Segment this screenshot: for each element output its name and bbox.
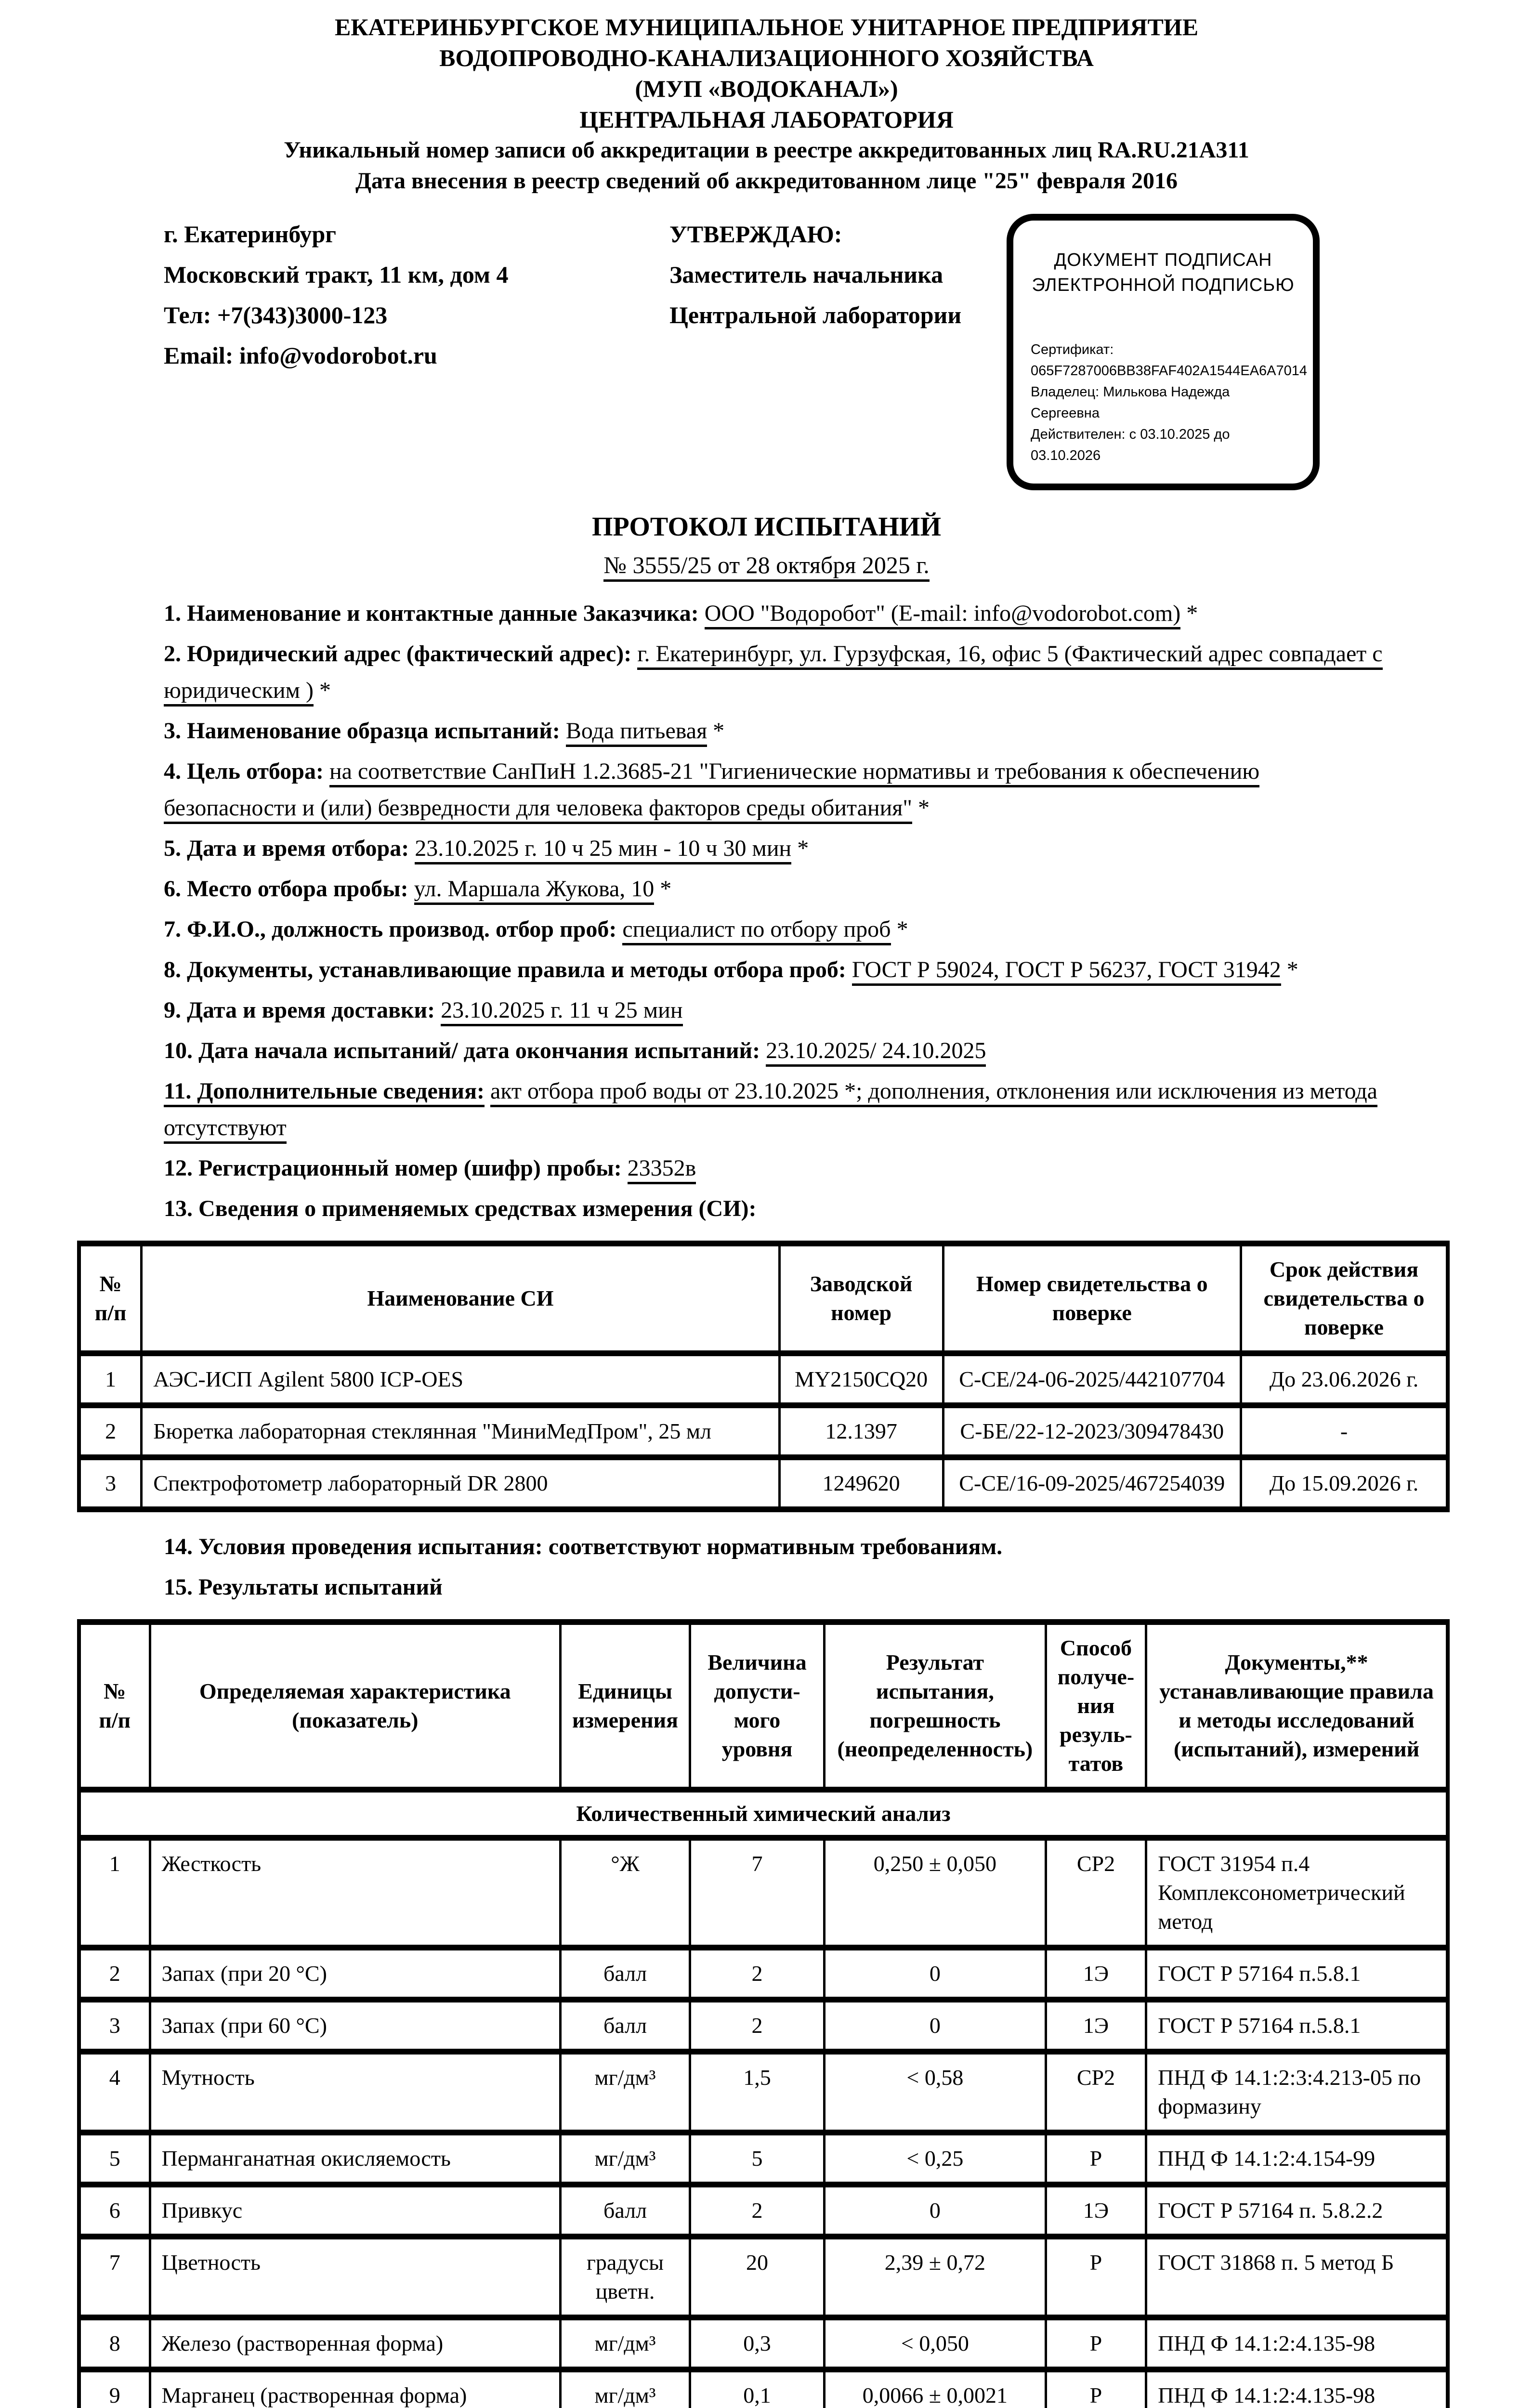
item-value: 23.10.2025 г. 11 ч 25 мин [441,997,682,1026]
cell: 0 [825,1948,1046,2000]
item-label: 2. Юридический адрес (фактический адрес): [164,641,632,667]
col-header-num: № п/п [79,1622,150,1790]
cell: балл [561,2185,690,2237]
cell: 3 [79,2000,150,2052]
lab-contacts [164,214,669,376]
result-row-1 [79,1838,1448,1948]
item-label: 10. Дата начала испытаний/ дата окончания испытаний: [164,1038,760,1063]
item-label: 11. Дополнительные сведения: [164,1078,485,1107]
cell: 5 [690,2133,825,2185]
item-suffix: * [654,876,672,902]
col-header-result: Результат испытания, погрешность (неопределенность) [825,1622,1046,1790]
protocol-items [77,595,1456,1227]
cell: 1Э [1046,2000,1146,2052]
cell: Запах (при 20 °С) [150,1948,560,2000]
result-row-3 [79,2000,1448,2052]
item-label: 8. Документы, устанавливающие правила и методы отбора проб: [164,957,846,982]
result-row-7 [79,2237,1448,2317]
cell: балл [561,2000,690,2052]
col-header-num: № п/п [79,1243,142,1353]
item-suffix: * [1180,601,1198,626]
stamp-title-line1: ДОКУМЕНТ ПОДПИСАН [1054,250,1272,270]
item-value: ООО "Водоробот" (E-mail: info@vodorobot.com) [705,601,1180,629]
cell: - [1241,1405,1448,1457]
cell: 1 [79,1353,142,1405]
item-value: ГОСТ Р 59024, ГОСТ Р 56237, ГОСТ 31942 [852,957,1281,986]
cell: 0 [825,2000,1046,2052]
document-title: ПРОТОКОЛ ИСПЫТАНИЙ [591,512,942,542]
item-value: 23.10.2025/ 24.10.2025 [766,1038,986,1067]
item-value: 23.10.2025 г. 10 ч 25 мин - 10 ч 30 мин [415,836,791,864]
cell: ГОСТ 31954 п.4 Комплексонометрический метод [1146,1838,1448,1948]
protocol-item-8 [77,952,1456,988]
cell: 3 [79,1457,142,1509]
registry-date-line: Дата внесения в реестр сведений об аккредитованном лице "25" февраля 2016 [355,168,1178,194]
cell: < 0,050 [825,2317,1046,2369]
item-value: г. Екатеринбург, ул. Гурзуфская, 16, офис 5 (Фактический адрес совпадает с юридическим ) [164,641,1383,707]
document-number-text: № 3555/25 от 28 октября 2025 г. [603,551,929,582]
cell: Жесткость [150,1838,560,1948]
result-row-6 [79,2185,1448,2237]
cell: 2,39 ± 0,72 [825,2237,1046,2317]
item-label: 3. Наименование образца испытаний: [164,718,560,744]
cell: ГОСТ Р 57164 п. 5.8.2.2 [1146,2185,1448,2237]
si-row-3 [79,1457,1448,1509]
approval-title: УТВЕРЖДАЮ: [669,221,842,248]
col-header-allowed-level: Величина допусти-мого уровня [690,1622,825,1790]
cell: Мутность [150,2052,560,2133]
table-header-row [79,1622,1448,1790]
cell: 8 [79,2317,150,2369]
col-header-units: Единицы измерения [561,1622,690,1790]
approval-position-line1: Заместитель начальника [669,261,943,288]
cell: 1249620 [779,1457,943,1509]
cell: 0,250 ± 0,050 [825,1838,1046,1948]
col-header-serial: Заводской номер [779,1243,943,1353]
cell: 7 [79,2237,150,2317]
cell: 1Э [1046,2185,1146,2237]
cell: ГОСТ Р 57164 п.5.8.1 [1146,2000,1448,2052]
si-section-label: 13. Сведения о применяемых средствах измерения (СИ): [164,1196,757,1221]
col-header-method-code: Способ получе-ния резуль-татов [1046,1622,1146,1790]
cell: 12.1397 [779,1405,943,1457]
cell: СР2 [1046,2052,1146,2133]
protocol-item-5 [77,830,1456,867]
cell: 5 [79,2133,150,2185]
cell: Марганец (растворенная форма) [150,2369,560,2408]
test-results-table [77,1619,1450,2408]
si-row-2 [79,1405,1448,1457]
cell: 2 [690,2185,825,2237]
col-header-si-name: Наименование СИ [142,1243,779,1353]
item-value: ул. Маршала Жукова, 10 [414,876,655,905]
cell: Запах (при 60 °С) [150,2000,560,2052]
cell: 1 [79,1838,150,1948]
item-label: 6. Место отбора пробы: [164,876,408,902]
cell: MY2150CQ20 [779,1353,943,1405]
contact-address: Московский тракт, 11 км, дом 4 [164,261,509,288]
item-label: 1. Наименование и контактные данные Заказчика: [164,601,699,626]
item-label: 12. Регистрационный номер (шифр) пробы: [164,1155,622,1181]
cell: < 0,25 [825,2133,1046,2185]
cell: ПНД Ф 14.1:2:3:4.213-05 по формазину [1146,2052,1448,2133]
item-suffix: * [313,678,331,703]
item-label: 9. Дата и время доставки: [164,997,435,1023]
stamp-certificate: Сертификат: 065F7287006BB38FAF402A1544EA6A7014 [1031,342,1308,379]
contact-email: Email: info@vodorobot.ru [164,342,437,369]
cell: АЭС-ИСП Agilent 5800 ICP-OES [142,1353,779,1405]
cell: ГОСТ 31868 п. 5 метод Б [1146,2237,1448,2317]
protocol-item-11 [77,1073,1456,1146]
protocol-item-1 [77,595,1456,632]
item-value: на соответствие СанПиН 1.2.3685-21 "Гигиенические нормативы и требования к обеспечению безопасности и (или) безвредности для человека факторов среды обитания" [164,759,1259,824]
org-name-line2: ВОДОПРОВОДНО-КАНАЛИЗАЦИОННОГО ХОЗЯЙСТВА [439,44,1094,71]
org-header [77,12,1456,196]
approval-position-line2: Центральной лаборатории [669,301,962,328]
result-row-8 [79,2317,1448,2369]
protocol-item-12 [77,1150,1456,1187]
cell: мг/дм³ [561,2369,690,2408]
cell: ПНД Ф 14.1:2:4.154-99 [1146,2133,1448,2185]
cell: С-БЕ/22-12-2023/309478430 [943,1405,1241,1457]
item-value: 23352в [628,1155,696,1184]
cell: 1Э [1046,1948,1146,2000]
cell: Р [1046,2317,1146,2369]
cell: 0,0066 ± 0,0021 [825,2369,1046,2408]
stamp-title-line2: ЭЛЕКТРОННОЙ ПОДПИСЬЮ [1032,275,1295,295]
cell: мг/дм³ [561,2133,690,2185]
cell: С-СЕ/16-09-2025/467254039 [943,1457,1241,1509]
protocol-item-3 [77,713,1456,749]
approval-block [669,214,1007,335]
item-suffix: * [891,916,908,942]
cell: ГОСТ Р 57164 п.5.8.1 [1146,1948,1448,2000]
protocol-item-4 [77,753,1456,826]
cell: Р [1046,2237,1146,2317]
cell: 6 [79,2185,150,2237]
cell: 9 [79,2369,150,2408]
cell: балл [561,1948,690,2000]
document-number [77,551,1456,579]
org-name-line4: ЦЕНТРАЛЬНАЯ ЛАБОРАТОРИЯ [579,106,954,133]
org-name-line1: ЕКАТЕРИНБУРГСКОЕ МУНИЦИПАЛЬНОЕ УНИТАРНОЕ ПРЕДПРИЯТИЕ [334,13,1199,40]
col-header-documents: Документы,** устанавливающие правила и методы исследований (испытаний), измерений [1146,1622,1448,1790]
org-name-line3: (МУП «ВОДОКАНАЛ») [635,75,898,102]
cell: 2 [79,1405,142,1457]
protocol-item-6 [77,871,1456,907]
cell: 2 [79,1948,150,2000]
table-header-row [79,1243,1448,1353]
cell: °Ж [561,1838,690,1948]
section-row-chemical [79,1790,1448,1838]
cell: Бюретка лабораторная стеклянная "МиниМедПром", 25 мл [142,1405,779,1457]
protocol-item-10 [77,1033,1456,1069]
contact-city: г. Екатеринбург [164,221,336,248]
cell: Р [1046,2369,1146,2408]
item-suffix: * [912,795,930,821]
cell: 0,1 [690,2369,825,2408]
stamp-validity: Действителен: с 03.10.2025 до 03.10.2026 [1031,427,1230,463]
info-row [77,214,1456,490]
cell: 0 [825,2185,1046,2237]
item-value: Вода питьевая [566,718,707,747]
cell: мг/дм³ [561,2317,690,2369]
item-label: 7. Ф.И.О., должность производ. отбор проб: [164,916,617,942]
contact-phone: Тел: +7(343)3000-123 [164,301,388,328]
result-row-5 [79,2133,1448,2185]
cell: Цветность [150,2237,560,2317]
item-label: 5. Дата и время отбора: [164,836,409,861]
cell: 0,3 [690,2317,825,2369]
si-row-1 [79,1353,1448,1405]
cell: 7 [690,1838,825,1948]
col-header-characteristic: Определяемая характеристика (показатель) [150,1622,560,1790]
stamp-owner: Владелец: Милькова Надежда Сергеевна [1031,384,1230,421]
cell: ПНД Ф 14.1:2:4.135-98 [1146,2369,1448,2408]
cell: 2 [690,2000,825,2052]
item-suffix: * [1281,957,1298,982]
col-header-validity: Срок действия свидетельства о поверке [1241,1243,1448,1353]
cell: Железо (растворенная форма) [150,2317,560,2369]
stamp-title [1031,248,1296,298]
col-header-certificate: Номер свидетельства о поверке [943,1243,1241,1353]
cell: СР2 [1046,1838,1146,1948]
cell: градусы цветн. [561,2237,690,2317]
result-row-4 [79,2052,1448,2133]
cell: 2 [690,1948,825,2000]
cell: < 0,58 [825,2052,1046,2133]
protocol-item-2 [77,636,1456,709]
protocol-item-7 [77,911,1456,948]
cell: 4 [79,2052,150,2133]
cell: До 15.09.2026 г. [1241,1457,1448,1509]
results-label: 15. Результаты испытаний [164,1574,443,1600]
stamp-meta [1031,339,1308,466]
item-value: специалист по отбору проб [622,916,891,945]
protocol-item-9 [77,992,1456,1029]
item-suffix: * [791,836,809,861]
cell: Перманганатная окисляемость [150,2133,560,2185]
cell: 20 [690,2237,825,2317]
cell: ПНД Ф 14.1:2:4.135-98 [1146,2317,1448,2369]
item-suffix: * [707,718,725,744]
cell: С-СЕ/24-06-2025/442107704 [943,1353,1241,1405]
cell: Р [1046,2133,1146,2185]
cell: До 23.06.2026 г. [1241,1353,1448,1405]
signature-stamp [1007,214,1320,490]
cell: 1,5 [690,2052,825,2133]
result-row-9 [79,2369,1448,2408]
measuring-instruments-table [77,1241,1450,1512]
item-label: 4. Цель отбора: [164,759,324,784]
cell: Спектрофотометр лабораторный DR 2800 [142,1457,779,1509]
cell: мг/дм³ [561,2052,690,2133]
conditions-line: 14. Условия проведения испытания: соответствуют нормативным требованиям. [164,1534,1003,1559]
section-title: Количественный химический анализ [79,1790,1448,1838]
result-row-2 [79,1948,1448,2000]
accreditation-number-line: Уникальный номер записи об аккредитации в реестре аккредитованных лиц RA.RU.21А311 [284,137,1249,163]
conditions-results-labels [77,1529,1456,1606]
item-value: акт отбора проб воды от 23.10.2025 *; дополнения, отклонения или исключения из метода отсутствуют [164,1078,1377,1144]
cell: Привкус [150,2185,560,2237]
